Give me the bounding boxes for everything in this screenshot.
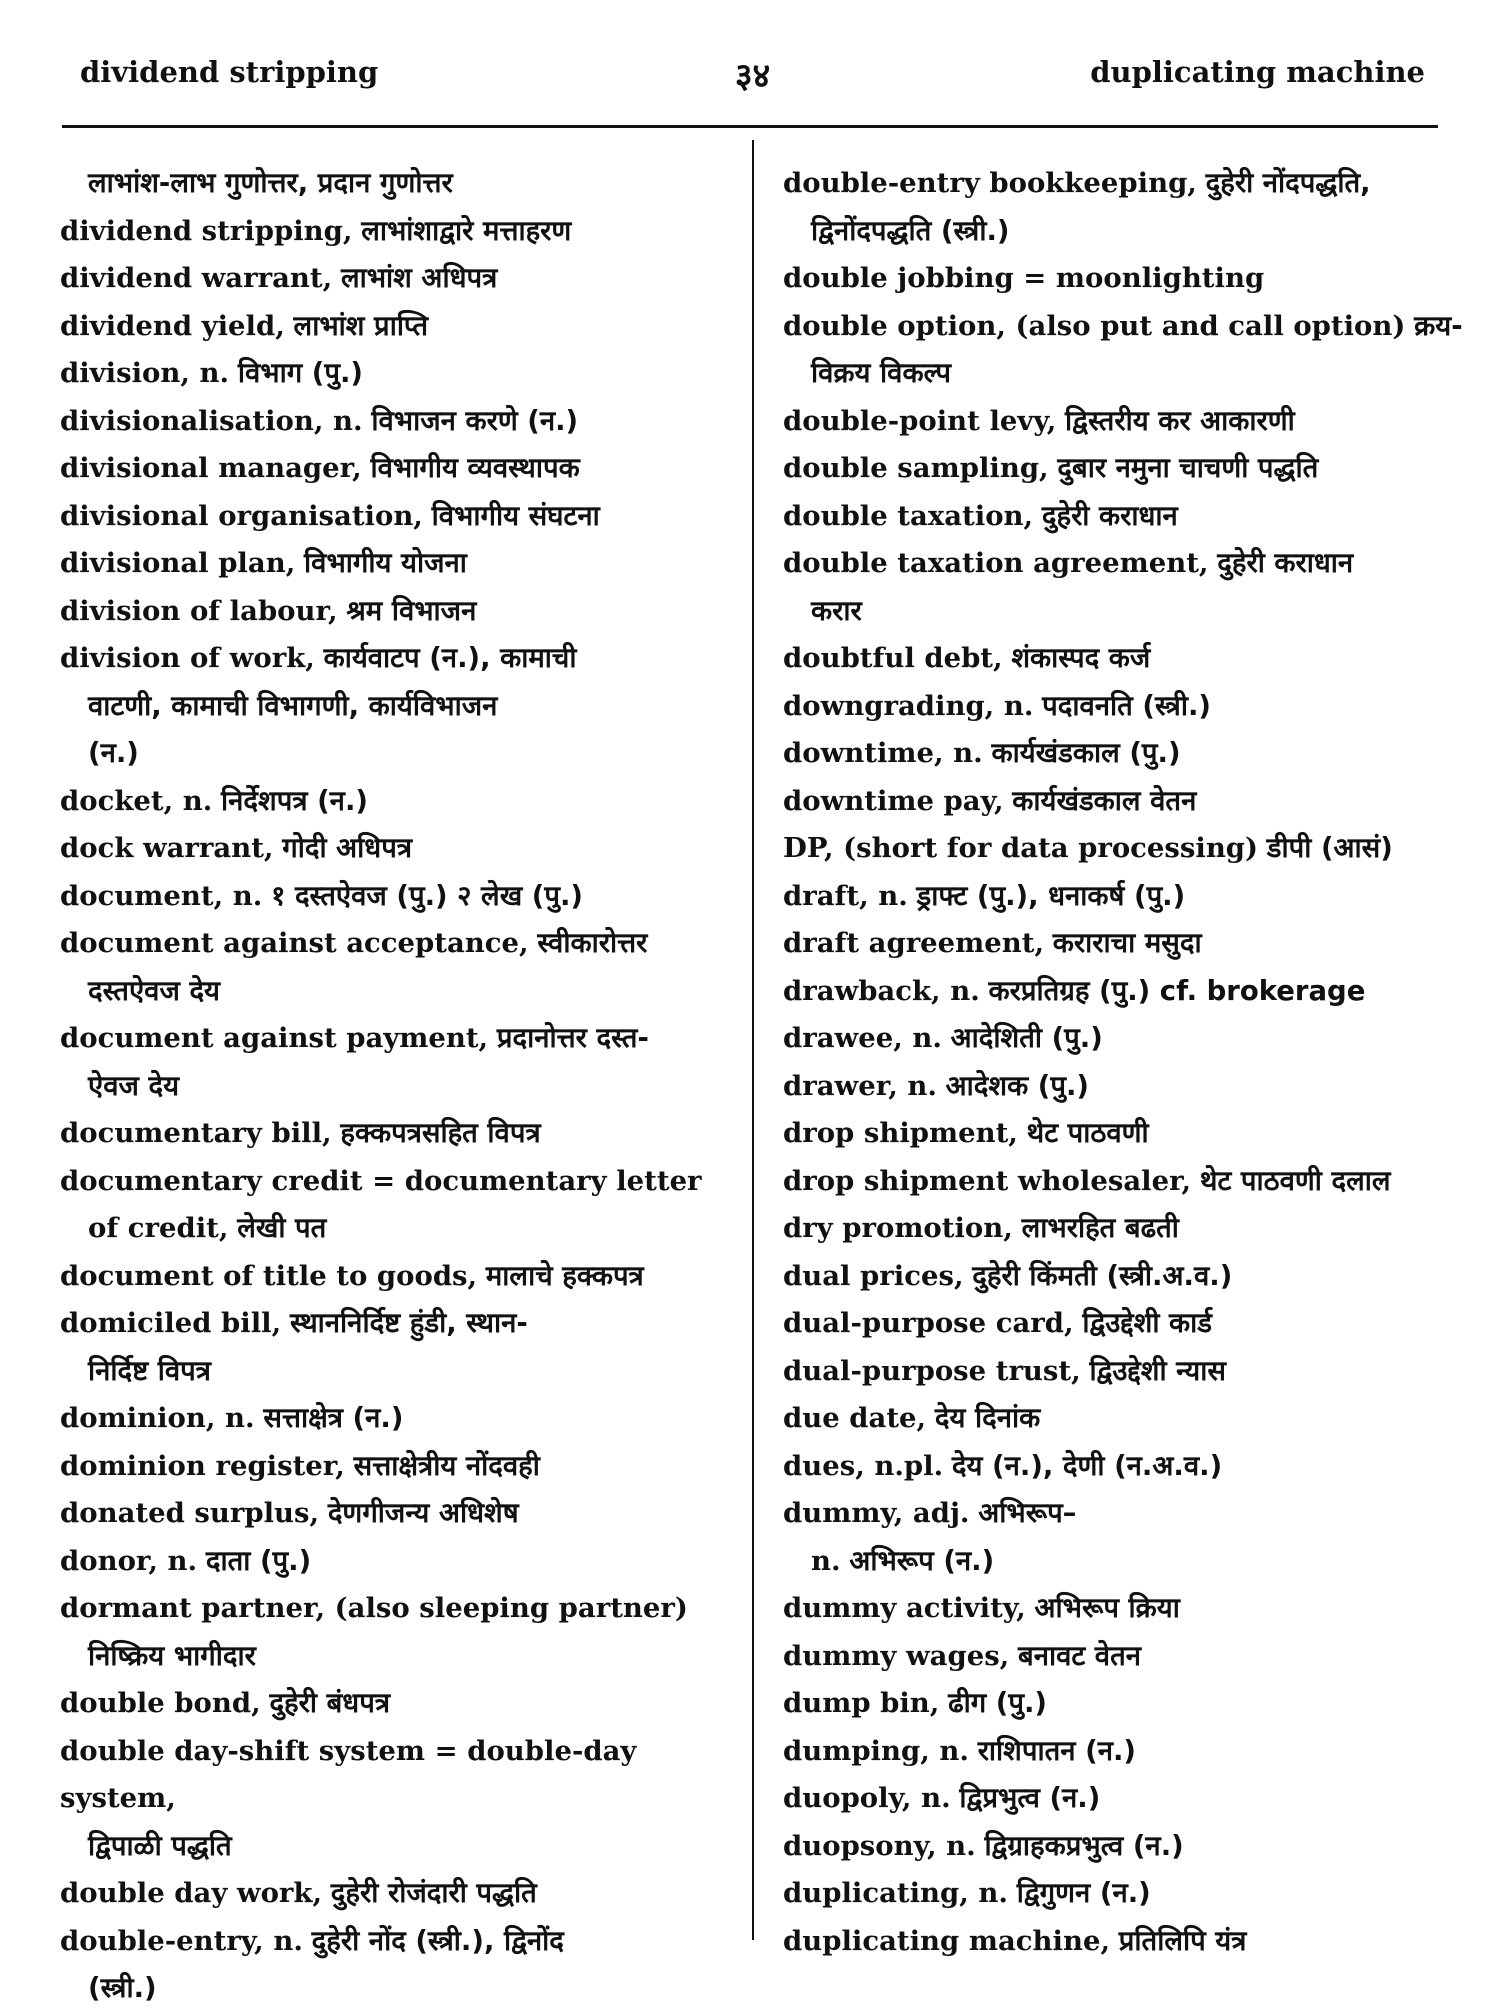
dictionary-entry xyxy=(60,1348,740,1396)
dictionary-entry xyxy=(783,208,1463,256)
entry-definition: थेट पाठवणी xyxy=(1026,1117,1149,1149)
entry-definition: (न.) xyxy=(88,737,139,769)
entry-definition: दुहेरी कराधान xyxy=(1217,547,1354,579)
entry-definition: हक्कपत्रसहित विपत्र xyxy=(340,1117,541,1149)
dictionary-entry xyxy=(60,303,740,351)
dictionary-entry xyxy=(60,1585,740,1633)
entry-term: duopsony, n. xyxy=(783,1829,976,1862)
entry-definition: राशिपातन (न.) xyxy=(977,1734,1136,1767)
dictionary-entry xyxy=(60,1015,740,1063)
entry-definition: दुबार नमुना चाचणी पद्धति xyxy=(1057,452,1319,484)
entry-term: dividend stripping, xyxy=(60,214,353,247)
entry-definition: करार xyxy=(811,594,862,627)
dictionary-entry xyxy=(60,160,740,208)
dictionary-entry xyxy=(60,920,740,968)
entry-definition: सत्ताक्षेत्रीय नोंदवही xyxy=(353,1449,540,1482)
entry-definition: मालाचे हक्कपत्र xyxy=(485,1259,644,1292)
entry-term: dual-purpose trust, xyxy=(783,1354,1081,1387)
dictionary-entry xyxy=(783,968,1463,1016)
entry-term: divisional organisation, xyxy=(60,499,423,532)
entry-term: drawee, n. xyxy=(783,1022,942,1054)
dictionary-entry xyxy=(783,1870,1463,1918)
entry-definition: देय दिनांक xyxy=(934,1402,1041,1434)
dictionary-entry xyxy=(783,1395,1463,1443)
dictionary-entry xyxy=(60,968,740,1016)
entry-definition: विभागीय संघटना xyxy=(431,499,600,532)
entry-term: dry promotion, xyxy=(783,1212,1013,1244)
header-rule xyxy=(62,125,1438,128)
entry-term: dormant partner, (also sleeping partner) xyxy=(60,1592,688,1624)
entry-definition: ढीग (पु.) xyxy=(948,1687,1047,1719)
entry-definition: द्विनोंदपद्धति (स्त्री.) xyxy=(811,214,1010,247)
entry-definition: लाभांशाद्वारे मत्ताहरण xyxy=(361,214,572,247)
entry-definition: विभाग (पु.) xyxy=(237,357,363,389)
entry-definition: द्विपाळी पद्धति xyxy=(88,1829,232,1862)
dictionary-entry xyxy=(783,1205,1463,1253)
entry-definition: प्रतिलिपि यंत्र xyxy=(1118,1924,1247,1957)
entry-term: double taxation, xyxy=(783,499,1034,532)
entry-definition: निर्दिष्ट विपत्र xyxy=(88,1354,211,1387)
dictionary-entry xyxy=(783,1538,1463,1586)
entry-term: docket, n. xyxy=(60,784,213,817)
dictionary-entry xyxy=(60,398,740,446)
entry-definition: क्रय- xyxy=(1414,309,1463,342)
entry-term: dummy, adj. xyxy=(783,1497,970,1529)
left-guide-word: dividend stripping xyxy=(80,55,379,89)
entry-definition: लाभांश-लाभ गुणोत्तर, प्रदान गुणोत्तर xyxy=(88,167,453,199)
entry-term: donor, n. xyxy=(60,1544,198,1577)
entry-term: duplicating machine, xyxy=(783,1924,1111,1957)
dictionary-entry xyxy=(60,1158,740,1206)
entry-definition: करप्रतिग्रह (पु.) cf. brokerage xyxy=(988,974,1366,1007)
entry-definition: दुहेरी कराधान xyxy=(1041,499,1178,532)
entry-definition: दस्तऐवज देय xyxy=(88,974,221,1007)
entry-term: duplicating, n. xyxy=(783,1877,1008,1909)
dictionary-entry xyxy=(783,398,1463,446)
entry-definition: विक्रय विकल्प xyxy=(811,357,952,389)
dictionary-entry xyxy=(783,1158,1463,1206)
entry-definition: दुहेरी बंधपत्र xyxy=(269,1687,391,1719)
page-number: ३४ xyxy=(734,56,771,96)
entry-term: documentary bill, xyxy=(60,1117,332,1149)
entry-definition: १ दस्तऐवज (पु.) २ लेख (पु.) xyxy=(271,879,583,912)
entry-definition: लाभांश अधिपत्र xyxy=(340,262,498,294)
entry-definition: देय (न.), देणी (न.अ.व.) xyxy=(951,1449,1223,1482)
entry-definition: सत्ताक्षेत्र (न.) xyxy=(263,1402,404,1434)
dictionary-entry xyxy=(60,778,740,826)
entry-definition: कार्यखंडकाल (पु.) xyxy=(991,737,1181,769)
entry-definition: विभागीय व्यवस्थापक xyxy=(370,452,580,484)
dictionary-entry xyxy=(60,493,740,541)
dictionary-entry xyxy=(60,540,740,588)
dictionary-entry xyxy=(783,445,1463,493)
entry-term: double day-shift system = double-day system, xyxy=(60,1734,637,1814)
dictionary-entry xyxy=(60,1680,740,1728)
entry-definition: निष्क्रिय भागीदार xyxy=(88,1639,256,1672)
entry-term: document, n. xyxy=(60,879,263,912)
entry-term: n. xyxy=(811,1544,841,1577)
entry-definition: स्थाननिर्दिष्ट हुंडी, स्थान- xyxy=(289,1307,528,1339)
dictionary-entry xyxy=(783,1110,1463,1158)
entry-term: downtime, n. xyxy=(783,737,983,769)
dictionary-entry xyxy=(783,825,1463,873)
entry-term: dual-purpose card, xyxy=(783,1307,1074,1339)
dictionary-entry xyxy=(60,208,740,256)
entry-term: double bond, xyxy=(60,1687,261,1719)
entry-term: downgrading, n. xyxy=(783,689,1034,722)
dictionary-entry xyxy=(60,588,740,636)
entry-term: drop shipment wholesaler, xyxy=(783,1164,1192,1197)
entry-definition: वाटणी, कामाची विभागणी, कार्यविभाजन xyxy=(88,689,498,722)
entry-term: drawback, n. xyxy=(783,974,980,1007)
entry-term: document of title to goods, xyxy=(60,1259,478,1292)
dictionary-entry xyxy=(60,255,740,303)
dictionary-entry xyxy=(783,1490,1463,1538)
dictionary-entry xyxy=(783,1585,1463,1633)
entry-definition: आदेशक (पु.) xyxy=(945,1069,1089,1102)
dictionary-entry xyxy=(60,635,740,683)
dictionary-entry xyxy=(60,1110,740,1158)
entry-definition: द्विउद्देशी न्यास xyxy=(1089,1354,1226,1387)
entry-definition: अभिरूप– xyxy=(978,1497,1077,1529)
entry-term: draft, n. xyxy=(783,879,908,912)
entry-term: drop shipment, xyxy=(783,1117,1018,1149)
entry-definition: कराराचा मसुदा xyxy=(1052,927,1202,959)
entry-definition: द्विग्राहकप्रभुत्व (न.) xyxy=(984,1829,1184,1862)
entry-definition: ड्राफ्ट (पु.), धनाकर्ष (पु.) xyxy=(916,879,1186,912)
entry-definition: पदावनति (स्त्री.) xyxy=(1042,689,1211,722)
dictionary-entry xyxy=(783,778,1463,826)
entry-term: of credit, xyxy=(88,1212,229,1244)
entry-definition: लाभांश प्राप्ति xyxy=(293,309,429,342)
entry-definition: दुहेरी किंमती (स्त्री.अ.व.) xyxy=(972,1259,1233,1292)
page-header xyxy=(80,55,1425,95)
dictionary-entry xyxy=(783,635,1463,683)
entry-term: double sampling, xyxy=(783,452,1049,484)
entry-definition: द्विउद्देशी कार्ड xyxy=(1082,1307,1213,1339)
left-column xyxy=(60,160,740,2013)
entry-term: domiciled bill, xyxy=(60,1307,282,1339)
dictionary-entry xyxy=(60,1965,740,2013)
entry-definition: कार्यखंडकाल वेतन xyxy=(1012,784,1197,817)
dictionary-entry xyxy=(60,1823,740,1871)
entry-definition: श्रम विभाजन xyxy=(346,594,477,627)
entry-term: draft agreement, xyxy=(783,927,1045,959)
entry-term: documentary credit = documentary letter xyxy=(60,1164,702,1197)
dictionary-entry xyxy=(60,1253,740,1301)
dictionary-entry xyxy=(783,1918,1463,1966)
entry-definition: विभागीय योजना xyxy=(304,547,467,579)
entry-definition: दुहेरी नोंद (स्त्री.), द्विनोंद xyxy=(311,1924,564,1957)
entry-definition: द्विस्तरीय कर आकारणी xyxy=(1065,404,1295,437)
entry-term: drawer, n. xyxy=(783,1069,937,1102)
right-guide-word: duplicating machine xyxy=(1090,55,1425,89)
entry-definition: दुहेरी रोजंदारी पद्धति xyxy=(330,1877,537,1909)
entry-definition: लाभरहित बढती xyxy=(1021,1212,1179,1244)
dictionary-entry xyxy=(783,1015,1463,1063)
dictionary-entry xyxy=(60,1395,740,1443)
entry-term: divisionalisation, n. xyxy=(60,404,363,437)
entry-definition: अभिरूप (न.) xyxy=(849,1544,995,1577)
dictionary-entry xyxy=(60,730,740,778)
dictionary-entry xyxy=(60,1063,740,1111)
dictionary-entry xyxy=(60,1918,740,1966)
entry-definition: बनावट वेतन xyxy=(1018,1639,1142,1672)
entry-definition: थेट पाठवणी दलाल xyxy=(1199,1164,1391,1197)
entry-definition: आदेशिती (पु.) xyxy=(950,1022,1103,1054)
entry-term: divisional manager, xyxy=(60,452,362,484)
entry-term: dividend yield, xyxy=(60,309,285,342)
entry-definition: लेखी पत xyxy=(237,1212,327,1244)
dictionary-entry xyxy=(783,1300,1463,1348)
entry-definition: ऐवज देय xyxy=(88,1069,180,1102)
entry-term: dummy wages, xyxy=(783,1639,1010,1672)
entry-term: double-point levy, xyxy=(783,404,1057,437)
column-divider xyxy=(752,140,754,1940)
entry-definition: डीपी (आसं) xyxy=(1266,832,1393,864)
entry-term: dock warrant, xyxy=(60,832,274,864)
entry-definition: निर्देशपत्र (न.) xyxy=(221,784,368,817)
dictionary-entry xyxy=(783,255,1463,303)
entry-term: dividend warrant, xyxy=(60,262,333,294)
dictionary-entry xyxy=(783,493,1463,541)
dictionary-entry xyxy=(60,1205,740,1253)
entry-term: dominion, n. xyxy=(60,1402,255,1434)
dictionary-entry xyxy=(60,825,740,873)
dictionary-entry xyxy=(60,1870,740,1918)
dictionary-entry xyxy=(60,683,740,731)
entry-term: duopoly, n. xyxy=(783,1782,951,1814)
dictionary-entry xyxy=(783,1063,1463,1111)
entry-definition: देणगीजन्य अधिशेष xyxy=(327,1497,519,1529)
dictionary-entry xyxy=(783,920,1463,968)
entry-definition: दुहेरी नोंदपद्धति, xyxy=(1205,167,1371,199)
entry-term: dumping, n. xyxy=(783,1734,969,1767)
entry-term: document against acceptance, xyxy=(60,927,529,959)
dictionary-entry xyxy=(60,1300,740,1348)
entry-term: dump bin, xyxy=(783,1687,940,1719)
dictionary-entry xyxy=(783,1728,1463,1776)
entry-term: dominion register, xyxy=(60,1449,345,1482)
dictionary-entry xyxy=(783,1633,1463,1681)
entry-term: double-entry bookkeeping, xyxy=(783,167,1197,199)
entry-term: division of work, xyxy=(60,642,315,674)
dictionary-entry xyxy=(783,730,1463,778)
dictionary-entry xyxy=(60,1728,740,1823)
entry-term: due date, xyxy=(783,1402,927,1434)
dictionary-entry xyxy=(60,873,740,921)
entry-definition: दाता (पु.) xyxy=(205,1544,312,1577)
entry-term: DP, (short for data processing) xyxy=(783,832,1259,864)
dictionary-entry xyxy=(60,1490,740,1538)
entry-definition: द्विप्रभुत्व (न.) xyxy=(959,1782,1101,1814)
entry-term: double-entry, n. xyxy=(60,1924,303,1957)
entry-term: dummy activity, xyxy=(783,1592,1026,1624)
dictionary-entry xyxy=(783,1253,1463,1301)
dictionary-entry xyxy=(60,1538,740,1586)
entry-definition: गोदी अधिपत्र xyxy=(282,832,413,864)
entry-definition: द्विगुणन (न.) xyxy=(1016,1877,1151,1909)
dictionary-entry xyxy=(783,588,1463,636)
dictionary-entry xyxy=(783,1823,1463,1871)
entry-definition: स्वीकारोत्तर xyxy=(537,927,648,959)
dictionary-entry xyxy=(783,1348,1463,1396)
entry-term: double taxation agreement, xyxy=(783,547,1209,579)
entry-term: double jobbing = moonlighting xyxy=(783,262,1265,294)
entry-term: division of labour, xyxy=(60,594,338,627)
entry-term: donated surplus, xyxy=(60,1497,320,1529)
dictionary-entry xyxy=(60,1633,740,1681)
dictionary-entry xyxy=(60,350,740,398)
entry-definition: विभाजन करणे (न.) xyxy=(371,404,579,437)
dictionary-entry xyxy=(783,160,1463,208)
entry-definition: (स्त्री.) xyxy=(88,1972,157,2004)
dictionary-entry xyxy=(783,1443,1463,1491)
entry-term: downtime pay, xyxy=(783,784,1004,817)
dictionary-entry xyxy=(60,1443,740,1491)
entry-term: document against payment, xyxy=(60,1022,489,1054)
right-column xyxy=(783,160,1463,1965)
entry-term: double option, (also put and call option) xyxy=(783,309,1406,342)
entry-term: dual prices, xyxy=(783,1259,964,1292)
dictionary-entry xyxy=(60,445,740,493)
entry-term: double day work, xyxy=(60,1877,323,1909)
dictionary-entry xyxy=(783,873,1463,921)
entry-definition: शंकास्पद कर्ज xyxy=(1011,642,1151,674)
entry-definition: प्रदानोत्तर दस्त- xyxy=(496,1022,649,1054)
dictionary-entry xyxy=(783,1680,1463,1728)
entry-term: divisional plan, xyxy=(60,547,296,579)
entry-definition: अभिरूप क्रिया xyxy=(1034,1592,1180,1624)
dictionary-entry xyxy=(783,683,1463,731)
entry-term: doubtful debt, xyxy=(783,642,1003,674)
dictionary-entry xyxy=(783,1775,1463,1823)
dictionary-entry xyxy=(783,540,1463,588)
entry-definition: कार्यवाटप (न.), कामाची xyxy=(323,642,577,674)
entry-term: dues, n.pl. xyxy=(783,1449,944,1482)
entry-term: division, n. xyxy=(60,357,230,389)
dictionary-entry xyxy=(783,303,1463,351)
dictionary-entry xyxy=(783,350,1463,398)
